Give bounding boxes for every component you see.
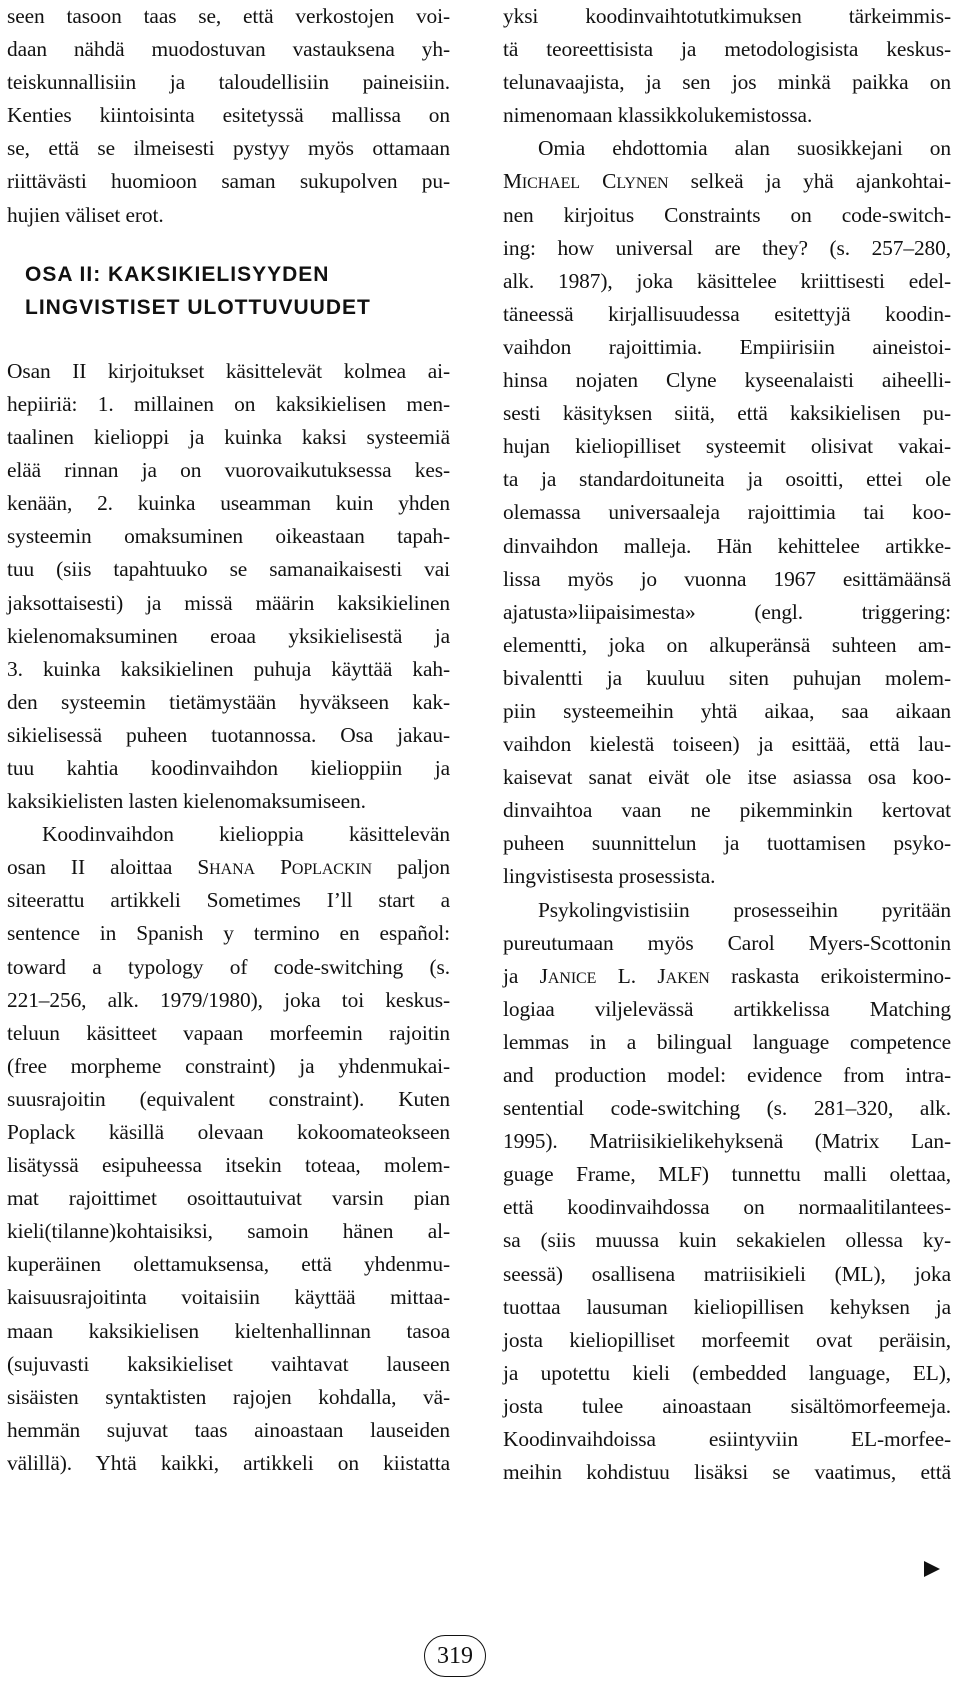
text-line: hujien väliset erot.	[7, 202, 164, 227]
text-line: teiskunnallisiin ja taloudellisiin paineisiin.	[7, 70, 450, 95]
text-line	[7, 851, 450, 884]
text-line: puheen suunnittelun ja tuottamisen psyko-	[503, 831, 951, 856]
text-line: daan nähdä muodostuvan vastauksena yh-	[7, 37, 450, 62]
text-line	[503, 960, 951, 993]
text-line: siteerattu artikkeli Sometimes I’ll start a	[7, 888, 450, 913]
text-line: yksi koodinvaihtotutkimuksen tärkeimmis-	[503, 4, 951, 28]
text-line: vaihdon kielestä toiseen) ja esittää, että lau-	[503, 732, 951, 757]
text-line: sentential code-switching (s. 281–320, alk.	[503, 1096, 951, 1121]
text-line: Osan II kirjoitukset käsittelevät kolmea ai-	[7, 358, 450, 383]
author-name: SHANA POPLACKIN	[197, 855, 373, 880]
text-line: (free morpheme constraint) ja yhdenmukai-	[7, 1053, 450, 1078]
text-line: ja upotettu kieli (embedded language, EL),	[503, 1360, 951, 1385]
text-line: sikielisessä puheen tuotannossa. Osa jakau-	[7, 722, 450, 747]
text-line: Koodinvaihdoissa esiintyviin EL-morfee-	[503, 1427, 951, 1452]
text-line: ajatusta»liipaisimesta» (engl. triggering:	[503, 599, 951, 624]
page-number: 319	[424, 1635, 486, 1677]
text-line: den systeemin tietämystään hyväkseen kak-	[7, 689, 450, 714]
text-line: maan kaksikielisen kieltenhallinnan tasoa	[7, 1318, 450, 1343]
text-line: lisätyssä esipuheessa itsekin toteaa, molem-	[7, 1153, 450, 1178]
text-line: guage Frame, MLF) tunnettu malli olettaa,	[503, 1162, 951, 1187]
text-run: paljon	[372, 855, 451, 880]
text-line: tuu kahtia koodinvaihdon kielioppiin ja	[7, 755, 450, 780]
text-line: lissa myös jo vuonna 1967 esittämäänsä	[503, 566, 951, 591]
text-line	[503, 165, 951, 198]
paragraph	[7, 355, 450, 818]
text-line: välillä). Yhtä kaikki, artikkeli on kiistatta	[7, 1450, 450, 1475]
text-line: seen tasoon taas se, että verkostojen voi-	[7, 4, 450, 28]
text-line: että koodinvaihdossa on normaalitilantees-	[503, 1195, 951, 1220]
text-line: (sujuvasti kaksikieliset vaihtavat lauseen	[7, 1351, 450, 1376]
text-line: piin systeemeihin yhtä aikaa, saa aikaan	[503, 698, 951, 723]
text-line: riittävästi huomioon saman sukupolven pu-	[7, 169, 450, 194]
text-line: sentence in Spanish y termino en español:	[7, 921, 450, 946]
text-line: olemassa universaaleja rajoittimia tai koo-	[503, 500, 951, 525]
text-line: logiaa viljelevässä artikkelissa Matching	[503, 996, 951, 1021]
text-line: meihin kohdistuu lisäksi se vaatimus, että	[503, 1460, 951, 1485]
text-line: 221–256, alk. 1979/1980), joka toi keskus-	[7, 987, 450, 1012]
paragraph	[7, 818, 450, 1480]
heading-line: OSA II: KAKSIKIELISYYDEN	[25, 262, 330, 286]
text-line: systeemin omaksuminen oikeastaan tapah-	[7, 524, 450, 549]
text-line: alk. 1987), joka käsittelee kriittisesti edel-	[503, 268, 951, 293]
text-line: hepiiriä: 1. millainen on kaksikielisen men-	[7, 391, 450, 416]
text-line: vaihdon rajoittimia. Empiirisiin aineistoi-	[503, 334, 951, 359]
text-line: kuperäinen olettamuksensa, että yhdenmu-	[7, 1252, 450, 1277]
text-line: dinvaihtoa vaan ne pikemminkin kertovat	[503, 798, 951, 823]
right-column	[503, 0, 951, 1489]
text-line: nimenomaan klassikkolukemistossa.	[503, 103, 813, 128]
text-line: Kenties kiintoisinta esitetyssä mallissa on	[7, 103, 450, 128]
paragraph	[7, 0, 450, 232]
text-run: ja	[503, 963, 540, 988]
text-line: telunavaajista, ja sen jos minkä paikka on	[503, 70, 951, 95]
text-line: lemmas in a bilingual language competence	[503, 1029, 951, 1054]
text-line: bivalentti ja kuuluu siten puhujan molem-	[503, 665, 951, 690]
text-run: osan II aloittaa	[7, 855, 198, 880]
text-run: raskasta erikoistermino-	[709, 963, 951, 988]
text-line: nen kirjoitus Constraints on code-switch-	[503, 202, 951, 227]
text-line: tuu (siis tapahtuuko se samanaikaisesti vai	[7, 557, 450, 582]
text-line: hujan kieliopilliset systeemit olisivat vakai-	[503, 434, 951, 459]
text-line: tuottaa lausuman kieliopillisen kehyksen ja	[503, 1294, 951, 1319]
text-line: kaisevat sanat eivät ole itse asiassa osa koo-	[503, 765, 951, 790]
author-name: JANICE L. JAKEN	[539, 963, 710, 988]
text-line: toward a typology of code-switching (s.	[7, 954, 450, 979]
author-name: MICHAEL CLYNEN	[503, 169, 669, 194]
text-line: hemmän sujuvat taas ainoastaan lauseiden	[7, 1417, 450, 1442]
section-heading	[7, 258, 450, 324]
text-line: 1995). Matriisikielikehyksenä (Matrix Lan-	[503, 1129, 951, 1154]
heading-line: LINGVISTISET ULOTTUVUUDET	[25, 295, 371, 319]
text-line: 3. kuinka kaksikielinen puhuja käyttää kah-	[7, 656, 450, 681]
text-line: and production model: evidence from intra-	[503, 1063, 951, 1087]
play-triangle-icon	[924, 1561, 940, 1577]
text-line: kieli(tilanne)kohtaisiksi, samoin hänen al-	[7, 1219, 450, 1244]
text-line: täneessä kirjallisuudessa esitettyjä koodin-	[503, 301, 951, 326]
text-line: taalinen kielioppi ja kuinka kaksi systeemiä	[7, 425, 450, 450]
text-line: kielenomaksuminen eroaa yksikielisestä ja	[7, 623, 450, 648]
text-line: hinsa nojaten Clyne kyseenalaisti aiheelli-	[503, 368, 951, 393]
text-line: elementti, joka on alkuperänsä suhteen am-	[503, 632, 951, 657]
text-line: Omia ehdottomia alan suosikkejani on	[538, 136, 951, 161]
text-line: ing: how universal are they? (s. 257–280,	[503, 235, 951, 260]
paragraph	[503, 132, 951, 893]
text-line: dinvaihdon malleja. Hän kehittelee artikke-	[503, 533, 951, 558]
text-line: lingvistisesta prosessista.	[503, 864, 716, 889]
text-line: sisäisten syntaktisten rajojen kohdalla, vä-	[7, 1384, 450, 1409]
text-line: sa (siis muussa kuin sekakielen ollessa ky-	[503, 1228, 951, 1253]
text-line: mat rajoittimet osoittautuivat varsin pian	[7, 1186, 450, 1211]
text-line: kaisuusrajoitinta voitaisiin käyttää mittaa-	[7, 1285, 450, 1310]
text-line: Psykolingvistisiin prosesseihin pyritään	[538, 897, 951, 922]
left-column	[7, 0, 450, 1480]
text-run: selkeä ja yhä ajankohtai-	[668, 169, 951, 194]
text-line: pureutumaan myös Carol Myers-Scottonin	[503, 930, 951, 955]
paragraph	[503, 0, 951, 132]
text-line: suusrajoitin (equivalent constraint). Kuten	[7, 1086, 450, 1111]
text-line: sesti käsityksen siitä, että kaksikielisen pu-	[503, 401, 951, 426]
text-line: seessä) osallisena matriisikieli (ML), joka	[503, 1261, 951, 1286]
text-line: tä teoreettisista ja metodologisista keskus-	[503, 37, 951, 62]
text-line: josta kieliopilliset morfeemit ovat peräisin,	[503, 1327, 951, 1352]
text-line: se, että se ilmeisesti pystyy myös ottamaan	[7, 136, 450, 161]
paragraph	[503, 894, 951, 1490]
text-line: Koodinvaihdon kielioppia käsittelevän	[42, 822, 450, 847]
text-line: josta tulee ainoastaan sisältömorfeemeja.	[503, 1393, 951, 1418]
text-line: kenään, 2. kuinka useamman kuin yhden	[7, 491, 450, 516]
text-line: elää rinnan ja on vuorovaikutuksessa kes-	[7, 458, 450, 483]
text-line: jaksottaisesti) ja missä määrin kaksikielinen	[7, 590, 450, 615]
text-line: kaksikielisten lasten kielenomaksumiseen.	[7, 789, 366, 814]
text-line: ta ja standardoituneita ja osoitti, ettei ole	[503, 467, 951, 492]
text-line: teluun käsitteet vapaan morfeemin rajoitin	[7, 1020, 450, 1045]
text-line: Poplack käsillä olevaan kokoomateokseen	[7, 1120, 450, 1144]
